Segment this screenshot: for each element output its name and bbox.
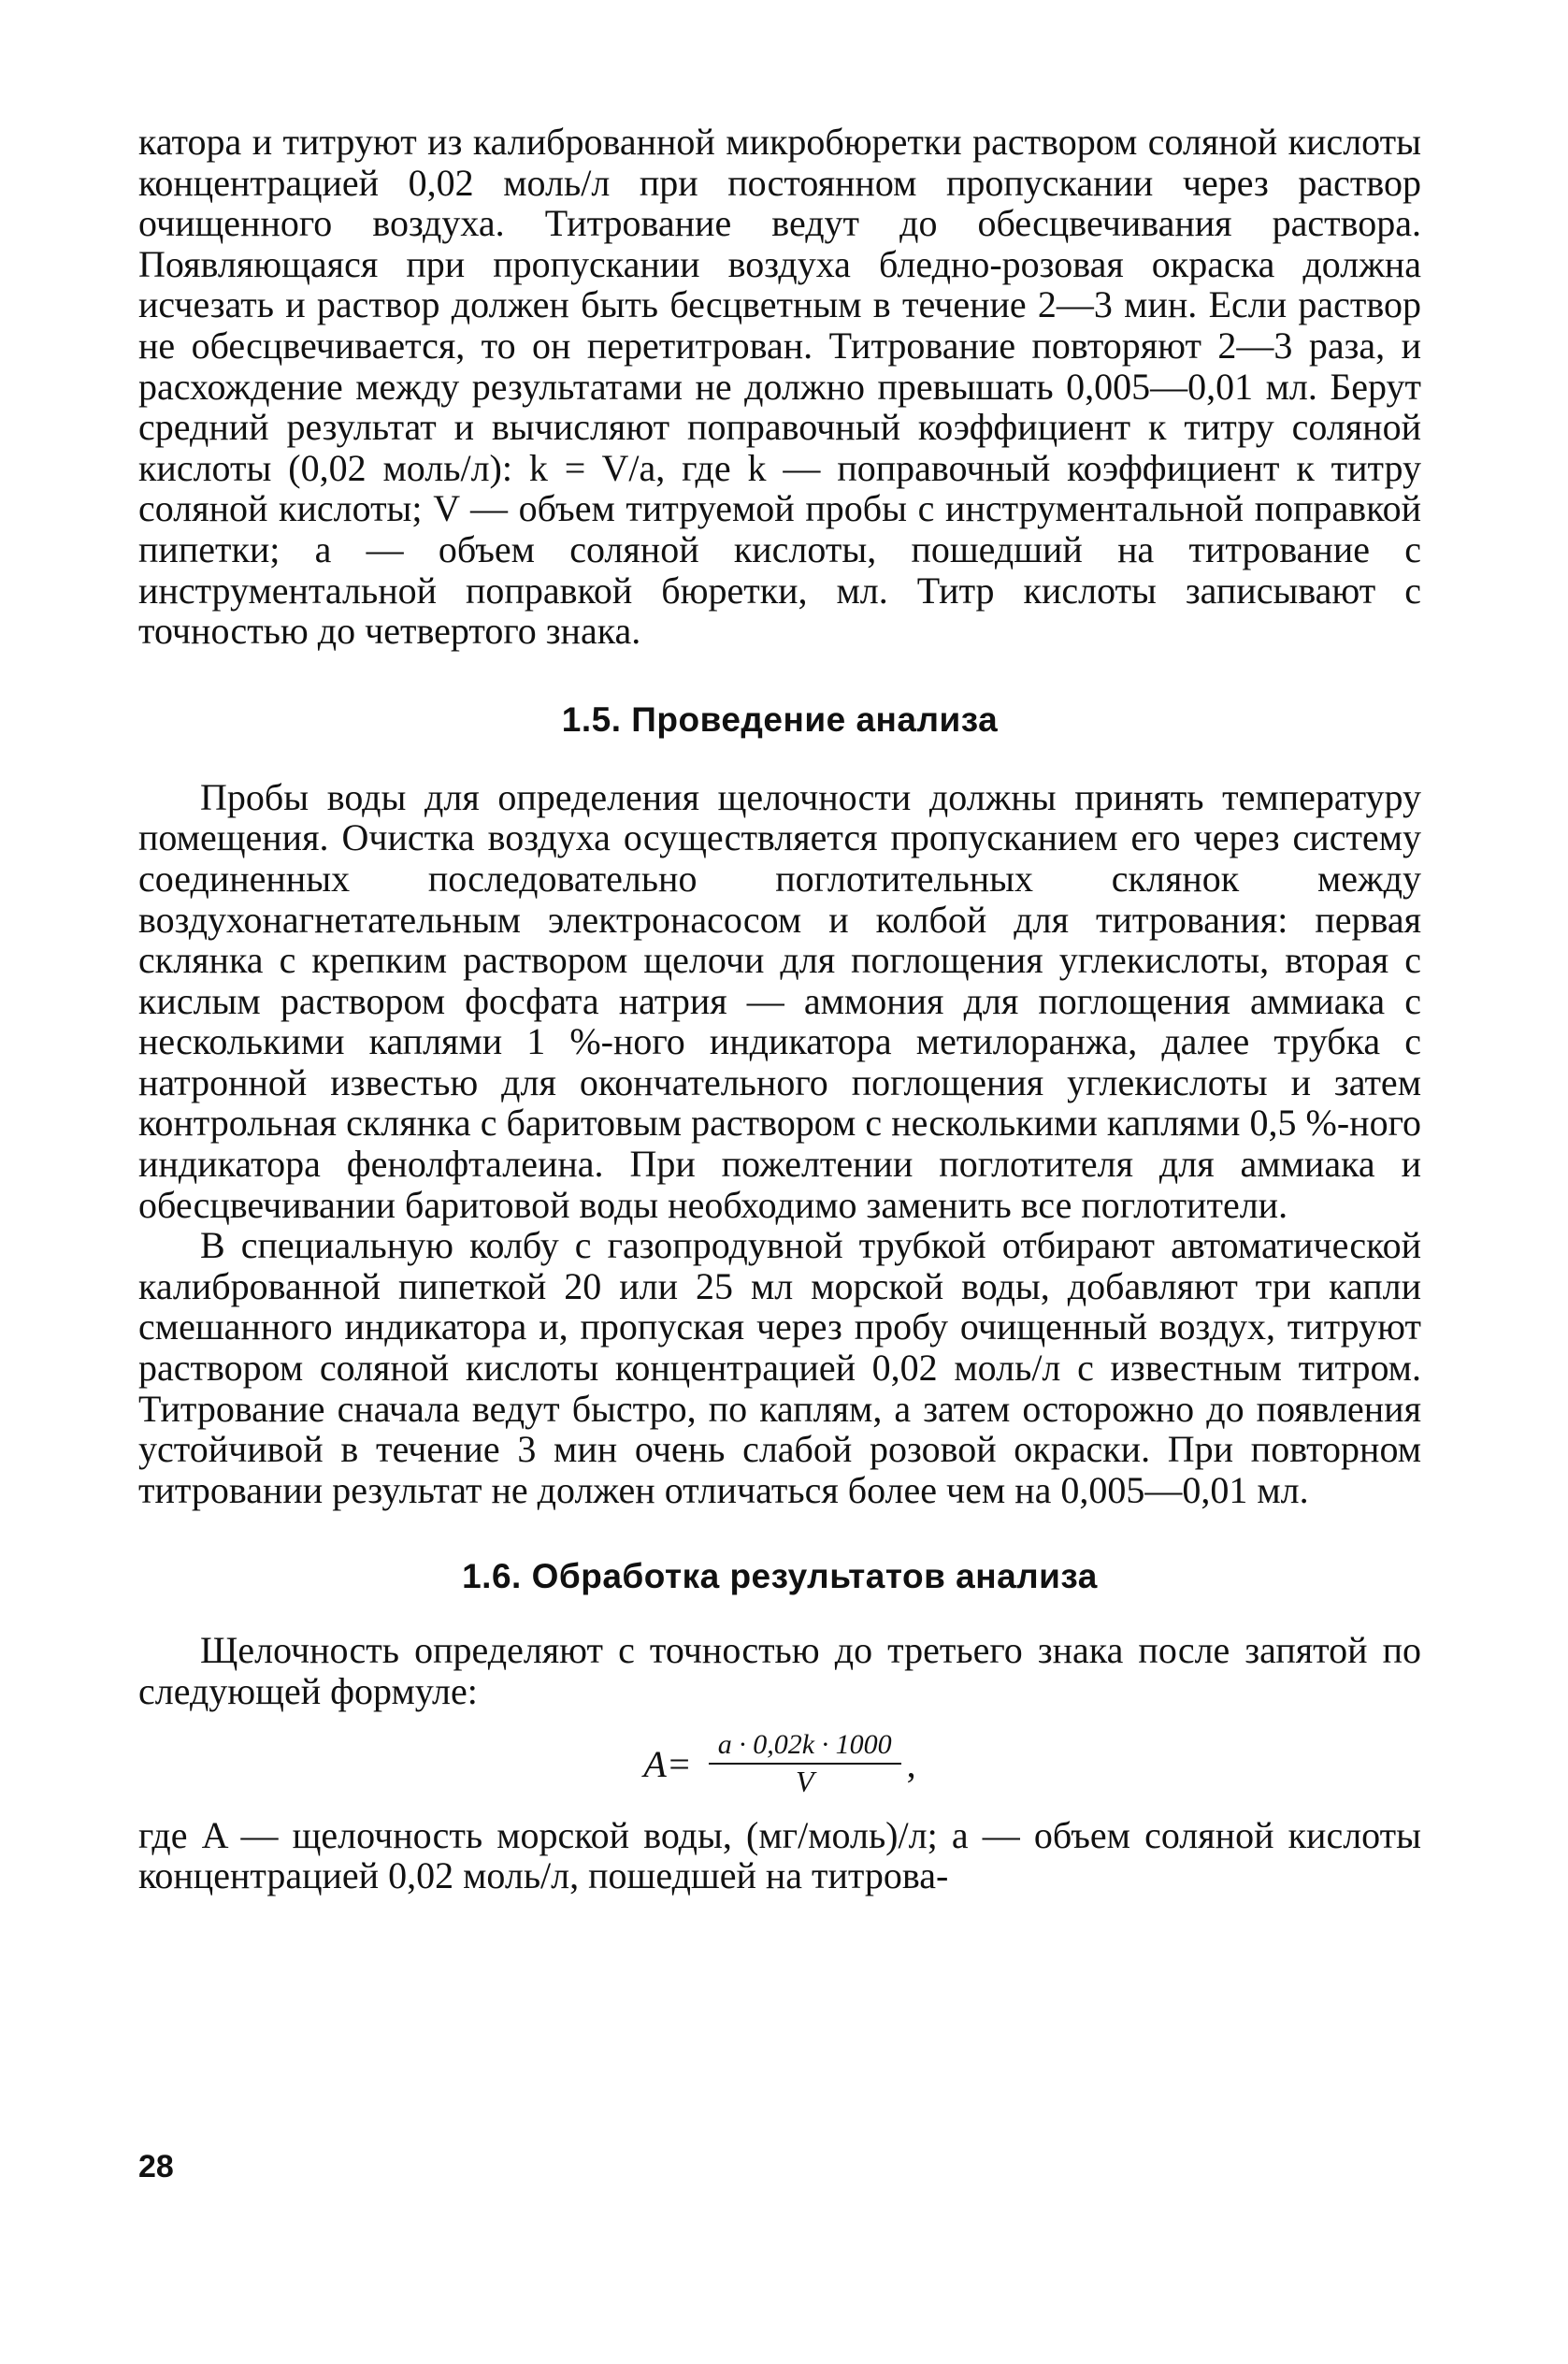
formula-trailing-comma: , bbox=[906, 1743, 916, 1786]
page-number: 28 bbox=[138, 2149, 174, 2184]
section-1-6-paragraph-1: Щелочность определяют с точностью до третьего знака после запятой по следующей формуле: bbox=[138, 1629, 1421, 1712]
section-1-5-paragraph-2: В специальную колбу с газопродувной трубкой отбирают автоматической калиброванной пипеткой 20 или 25 мл морской воды, добавляют три капли смешанного индикатора и, пропуская через пробу очищенный воздух, титруют раствором соляной кислоты концентрацией 0,02 моль/л с известным титром. Титрование сначала ведут быстро, по каплям, а затем осторожно до появления устойчивой в течение 3 мин очень слабой розовой окраски. При повторном титровании результат не должен отличаться более чем на 0,005—0,01 мл. bbox=[138, 1224, 1421, 1511]
section-heading-1-5: 1.5. Проведение анализа bbox=[561, 699, 999, 739]
section-1-6-paragraph-2: где A — щелочность морской воды, (мг/моль)/л; a — объем соляной кислоты концентрацией 0,02 моль/л, пошедшей на титрова- bbox=[138, 1813, 1421, 1897]
alkalinity-formula bbox=[138, 1720, 1421, 1809]
document-page bbox=[138, 122, 1421, 1896]
section-heading-1-6: 1.6. Обработка результатов анализа bbox=[462, 1557, 1098, 1596]
formula-denominator: V bbox=[795, 1765, 814, 1799]
continuation-paragraph: катора и титруют из калиброванной микробюретки раствором соляной кислоты концентрацией 0,02 моль/л при постоянном пропускании через раствор очищенного воздуха. Титрование ведут до обесцвечивания раствора. Появляющаяся при пропускании воздуха бледно-розовая окраска должна исчезать и раствор должен быть бесцветным в течение 2—3 мин. Если раствор не обесцвечивается, то он перетитрован. Титрование повторяют 2—3 раза, и расхождение между результатами не должно превышать 0,005—0,01 мл. Берут средний результат и вычисляют поправочный коэффициент к титру соляной кислоты (0,02 моль/л): k = V/a, где k — поправочный коэффициент к титру соляной кислоты; V — объем титруемой пробы с инструментальной поправкой пипетки; a — объем соляной кислоты, пошедший на титрование с инструментальной поправкой бюретки, мл. Титр кислоты записывают с точностью до четвертого знака. bbox=[138, 121, 1421, 653]
formula-fraction bbox=[709, 1729, 901, 1799]
formula-numerator: a · 0,02k · 1000 bbox=[709, 1729, 901, 1765]
formula-lhs: A= bbox=[643, 1743, 692, 1786]
section-1-5-paragraph-1: Пробы воды для определения щелочности должны принять температуру помещения. Очистка воздуха осуществляется пропусканием его через систему соединенных последовательно поглотительных склянок между воздухонагнетательным электронасосом и колбой для титрования: первая склянка с крепким раствором щелочи для поглощения углекислоты, вторая с кислым раствором фосфата натрия — аммония для поглощения аммиака с несколькими каплями 1 %-ного индикатора метилоранжа, далее трубка с натронной известью для окончательного поглощения углекислоты и затем контрольная склянка с баритовым раствором с несколькими каплями 0,5 %-ного индикатора фенолфталеина. При пожелтении поглотителя для аммиака и обесцвечивании баритовой воды необходимо заменить все поглотители. bbox=[138, 775, 1421, 1226]
